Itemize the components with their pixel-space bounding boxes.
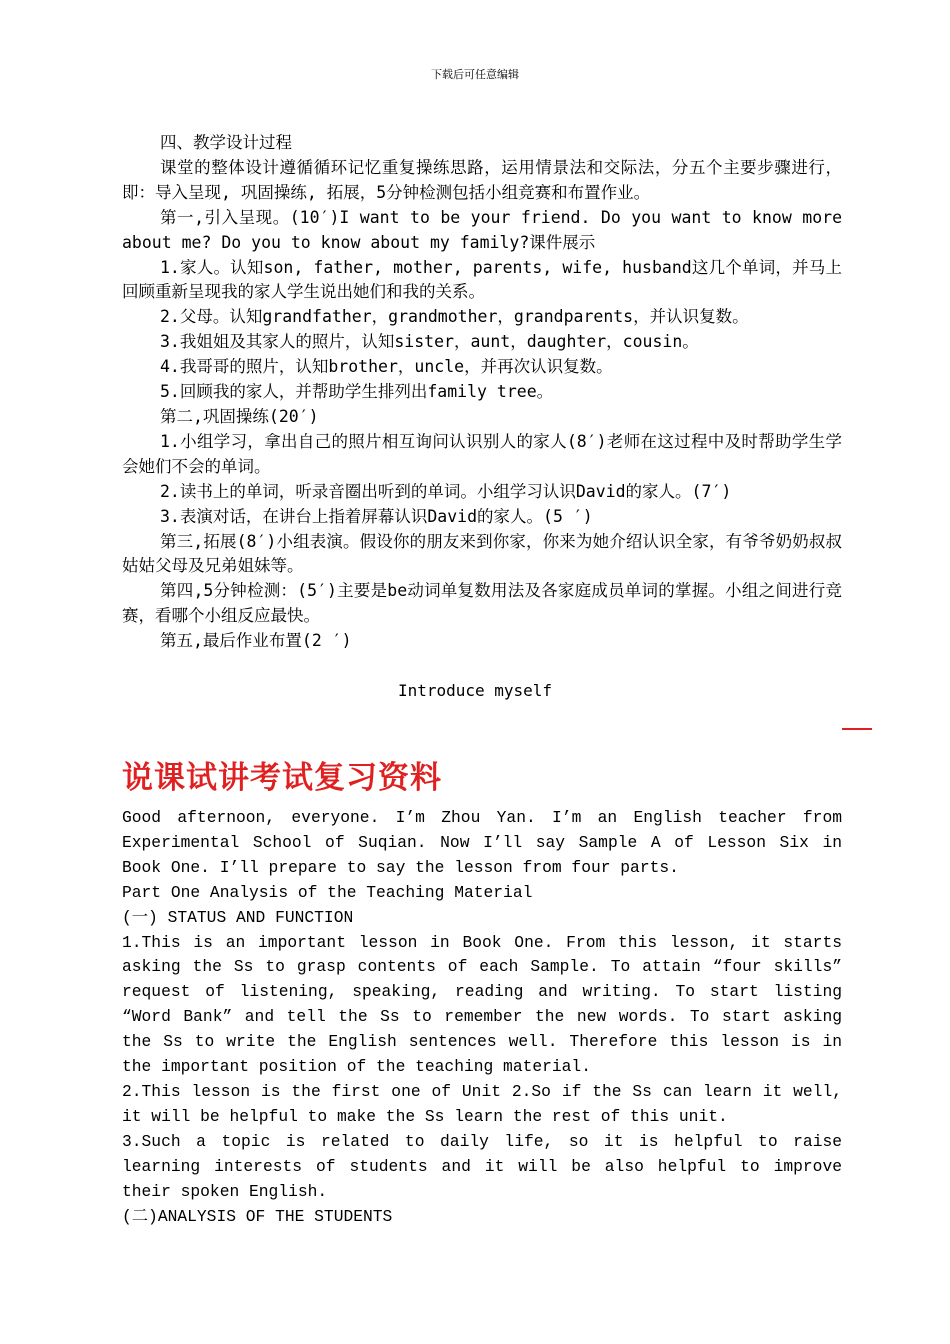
paragraph: 2.This lesson is the first one of Unit 2.So if the Ss can learn it well, it will be helpful to make the Ss learn the rest of this unit. xyxy=(122,1081,842,1126)
paragraph: 第四,5分钟检测：(5′)主要是be动词单复数用法及各家庭成员单词的掌握。小组之间进行竞赛，看哪个小组反应最快。 xyxy=(122,581,842,626)
paragraph: 4.我哥哥的照片，认知brother，uncle，并再次认识复数。 xyxy=(160,357,613,377)
paragraph: 3.我姐姐及其家人的照片，认知sister，aunt，daughter，cousin。 xyxy=(160,332,699,352)
paragraph: 1.小组学习，拿出自己的照片相互询问认识别人的家人(8′)老师在这过程中及时帮助学生学会她们不会的单词。 xyxy=(122,431,842,476)
paragraph: 1.家人。认知son, father, mother, parents, wife, husband这几个单词，并马上回顾重新呈现我的家人学生说出她们和我的关系。 xyxy=(122,257,842,302)
paragraph: 第二,巩固操练(20′) xyxy=(160,406,319,426)
paragraph: 3.Such a topic is related to daily life, so it is helpful to raise learning interests of students and it will be also helpful to improve their spoken English. xyxy=(122,1131,842,1201)
part-heading: Part One Analysis of the Teaching Material xyxy=(122,882,533,902)
paragraph: 2.父母。认知grandfather，grandmother，grandparents，并认识复数。 xyxy=(160,307,749,327)
paragraph: 1.This is an important lesson in Book One. From this lesson, it starts asking the Ss to grasp contents of each Sample. To attain “four skills” request of listening, speaking, reading and writing. To start listing “Word Bank” and tell the Ss to remember the new words. To start asking the Ss to write the English sentences well. Therefore this lesson is in the important position of the teaching material. xyxy=(122,932,842,1077)
big-red-title: 说课试讲考试复习资料 xyxy=(122,760,442,796)
section-heading: 四、教学设计过程 xyxy=(160,133,292,152)
paragraph: 第一,引入呈现。(10′)I want to be your friend. Do you want to know more about me? Do you to know about my family?课件展示 xyxy=(122,207,842,252)
paragraph: 3.表演对话，在讲台上指着屏幕认识David的家人。(5 ′) xyxy=(160,506,593,526)
english-lecture-section xyxy=(122,806,842,1229)
red-divider xyxy=(842,728,872,730)
paragraph: 5.回顾我的家人，并帮助学生排列出family tree。 xyxy=(160,382,554,402)
paragraph: 第五,最后作业布置(2 ′) xyxy=(160,631,352,651)
paragraph: 课堂的整体设计遵循循环记忆重复操练思路，运用情景法和交际法，分五个主要步骤进行，即：导入呈现, 巩固操练, 拓展，5分钟检测包括小组竞赛和布置作业。 xyxy=(122,157,842,202)
subsection-heading: (一) STATUS AND FUNCTION xyxy=(122,907,354,927)
teaching-design-section xyxy=(122,131,842,654)
subsection-heading: (二)ANALYSIS OF THE STUDENTS xyxy=(122,1206,393,1226)
paragraph: 第三,拓展(8′)小组表演。假设你的朋友来到你家，你来为她介绍认识全家，有爷爷奶奶叔叔姑姑父母及兄弟姐妹等。 xyxy=(122,531,842,576)
page-header: 下载后可任意编辑 xyxy=(431,68,519,81)
paragraph: 2.读书上的单词，听录音圈出听到的单词。小组学习认识David的家人。(7′) xyxy=(160,481,732,501)
paragraph: Good afternoon, everyone. I’m Zhou Yan. I’m an English teacher from Experimental School of Suqian. Now I’ll say Sample A of Lesson Six in Book One. I’ll prepare to say the lesson from four parts. xyxy=(122,808,842,877)
center-title: Introduce myself xyxy=(397,681,553,700)
